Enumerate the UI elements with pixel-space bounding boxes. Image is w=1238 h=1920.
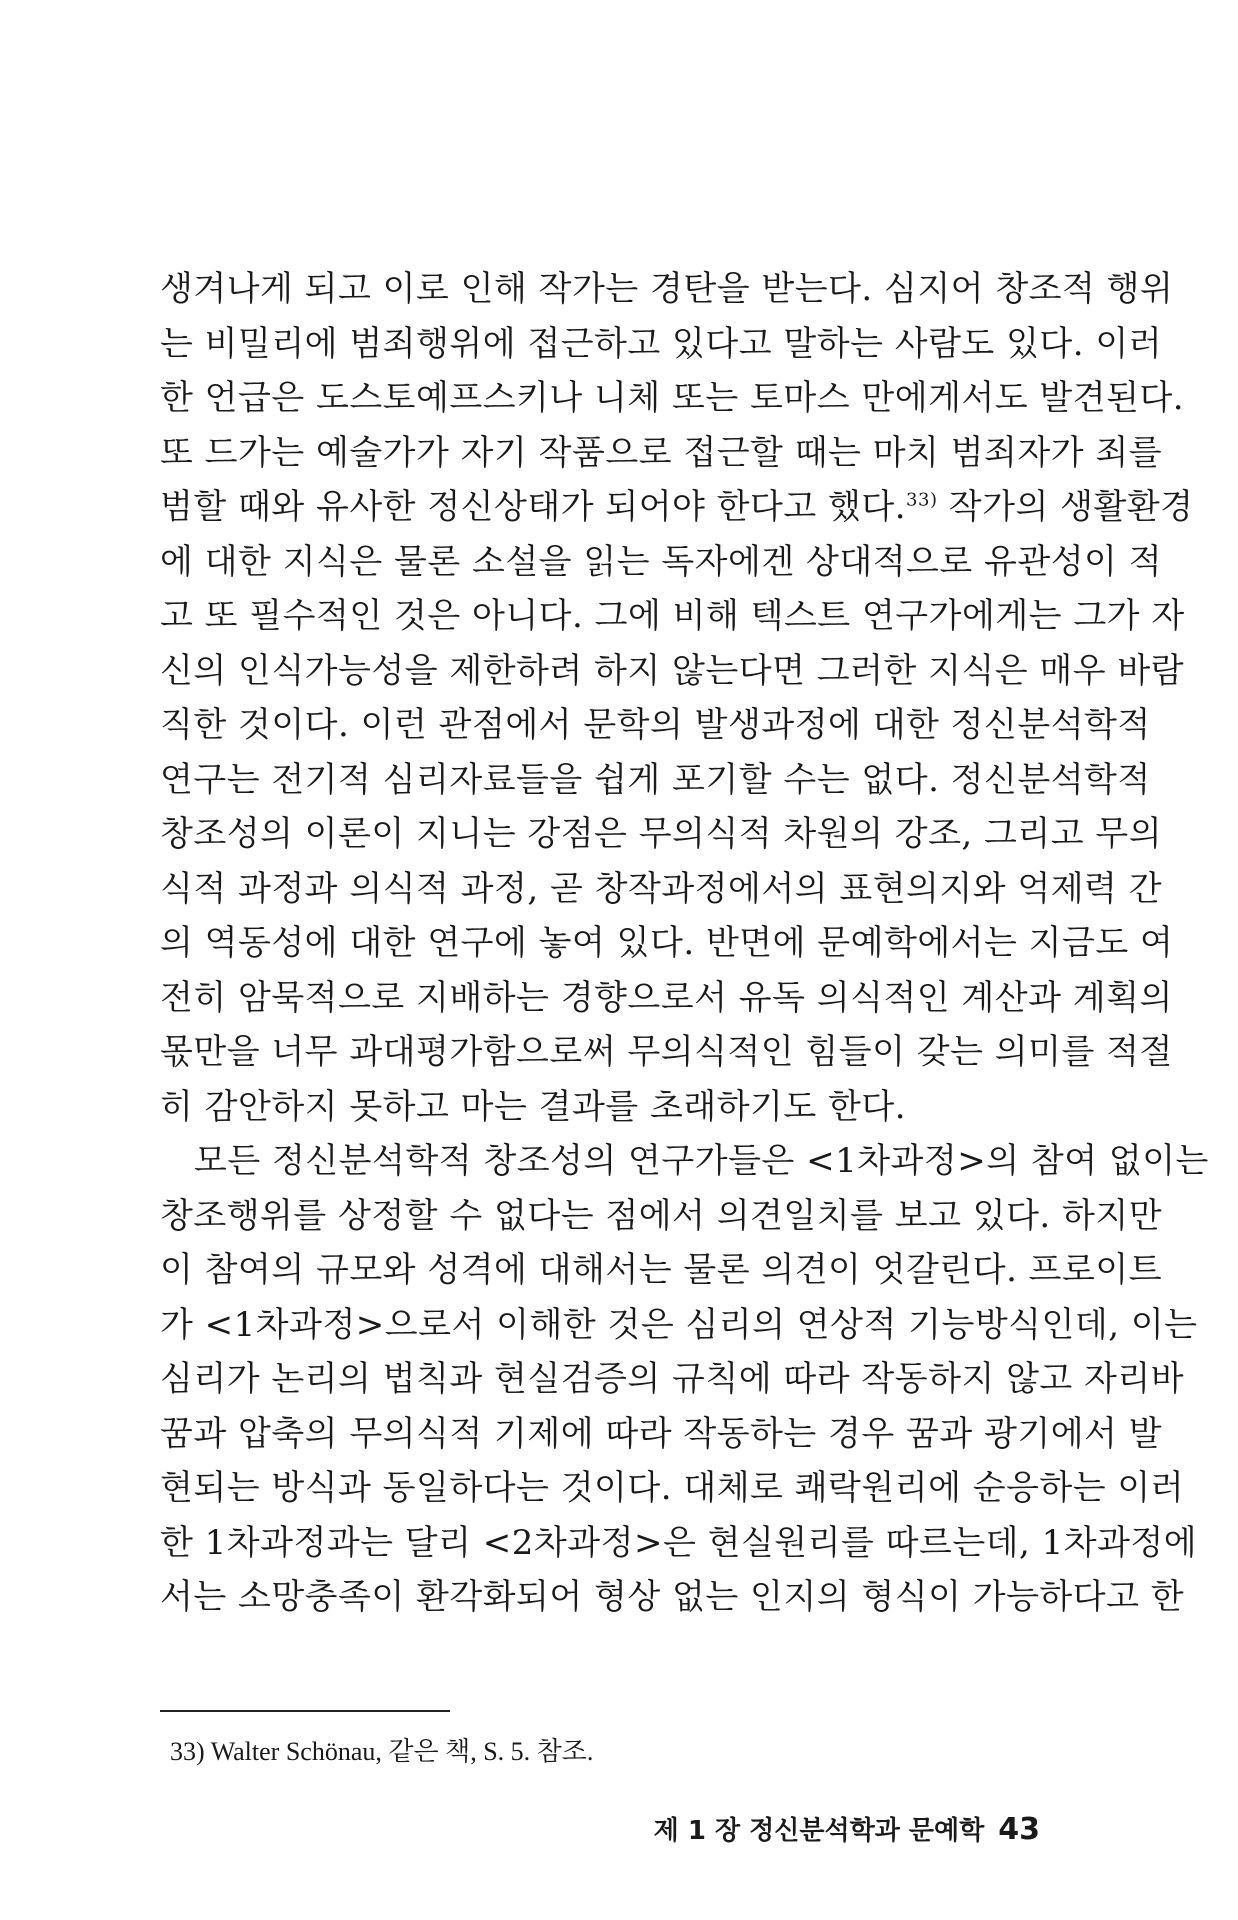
text-line: 몫만을 너무 과대평가함으로써 무의식적인 힘들이 갖는 의미를 적절 [160,1032,1173,1072]
page-footer [640,1810,1040,1851]
running-chapter-title: 제 1 장 정신분석학과 문예학 [653,1816,985,1846]
text-segment: 범할 때와 유사한 정신상태가 되어야 한다고 했다. [160,487,907,527]
text-line: 신의 인식가능성을 제한하려 하지 않는다면 그러한 지식은 매우 바람 [160,650,1185,691]
text-line: 한 1차과정과는 달리 <2차과정>은 현실원리를 따르는데, 1차과정에 [160,1522,1198,1563]
text-line: 현되는 방식과 동일하다는 것이다. 대체로 쾌락원리에 순응하는 이러 [160,1468,1185,1508]
text-line: 또 드가는 예술가가 자기 작품으로 접근할 때는 마치 범죄자가 죄를 [160,432,1163,473]
footnote: 33) Walter Schönau, 같은 책, S. 5. 참조. [170,1737,594,1766]
text-line: 이 참여의 규모와 성격에 대해서는 물론 의견이 엇갈린다. 프로이트 [160,1250,1163,1290]
text-line: 에 대한 지식은 물론 소설을 읽는 독자에겐 상대적으로 유관성이 적 [160,541,1163,582]
text-line: 심리가 논리의 법칙과 현실검증의 규칙에 따라 작동하지 않고 자리바 [160,1359,1185,1399]
text-line: 식적 과정과 의식적 과정, 곧 창작과정에서의 표현의지와 억제력 간 [160,868,1163,909]
page-number: 43 [998,1812,1040,1847]
text-line: 모든 정신분석학적 창조성의 연구가들은 <1차과정>의 참여 없이는 [194,1141,1209,1181]
text-line-with-footnote [160,480,1194,535]
text-line: 전히 암묵적으로 지배하는 경향으로서 유독 의식적인 계산과 계획의 [160,977,1173,1018]
text-line: 한 언급은 도스토예프스키나 니체 또는 토마스 만에게서도 발견된다. [160,378,1185,418]
text-line: 생겨나게 되고 이로 인해 작가는 경탄을 받는다. 심지어 창조적 행위 [160,269,1174,309]
text-line: 서는 소망충족이 환각화되어 형상 없는 인지의 형식이 가능하다고 한 [160,1577,1185,1617]
text-segment: 작가의 생활환경 [937,487,1194,527]
footnote-reference: 33) [906,489,938,511]
text-line: 의 역동성에 대한 연구에 놓여 있다. 반면에 문예학에서는 지금도 여 [160,923,1174,963]
text-line: 는 비밀리에 범죄행위에 접근하고 있다고 말하는 사람도 있다. 이러 [160,323,1163,364]
text-line: 꿈과 압축의 무의식적 기제에 따라 작동하는 경우 꿈과 광기에서 발 [160,1413,1163,1454]
text-line: 고 또 필수적인 것은 아니다. 그에 비해 텍스트 연구가에게는 그가 자 [160,596,1185,636]
text-line: 창조행위를 상정할 수 없다는 점에서 의견일치를 보고 있다. 하지만 [160,1195,1163,1236]
text-line: 창조성의 이론이 지니는 강점은 무의식적 차원의 강조, 그리고 무의 [160,814,1163,854]
text-line: 연구는 전기적 심리자료들을 쉽게 포기할 수는 없다. 정신분석학적 [160,759,1151,800]
text-line: 직한 것이다. 이런 관점에서 문학의 발생과정에 대한 정신분석학적 [160,705,1151,745]
body-text [160,262,1209,1625]
text-line: 히 감안하지 못하고 마는 결과를 초래하기도 한다. [160,1086,907,1127]
footnote-divider [160,1710,450,1712]
text-line: 가 <1차과정>으로서 이해한 것은 심리의 연상적 기능방식인데, 이는 [160,1304,1198,1345]
